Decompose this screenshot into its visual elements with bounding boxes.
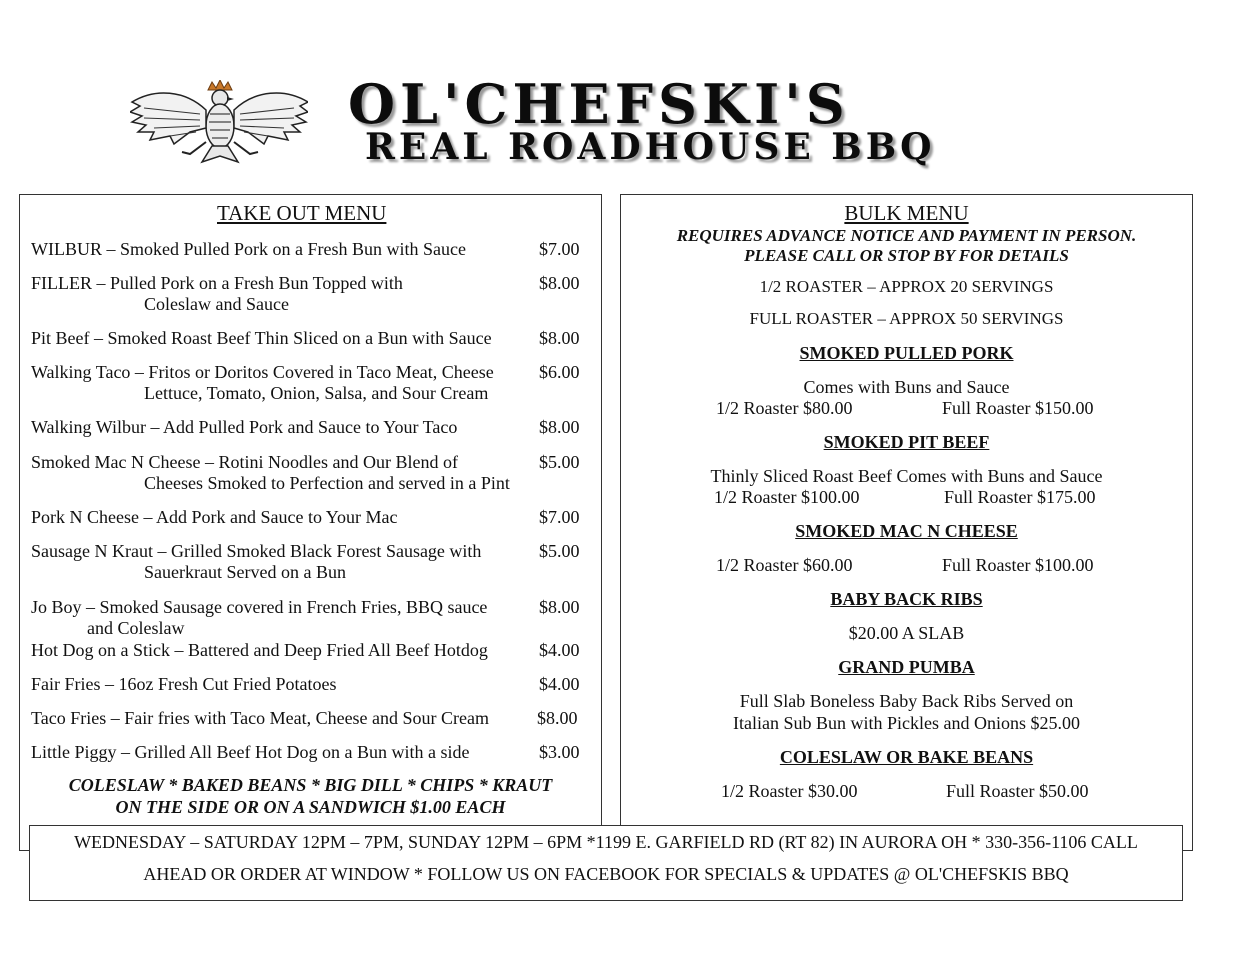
menu-item-desc-cont: Lettuce, Tomato, Onion, Salsa, and Sour Cream <box>144 383 489 403</box>
takeout-menu-panel <box>19 194 602 851</box>
section-heading-baby-back-ribs: BABY BACK RIBS <box>830 589 983 609</box>
section-heading-pit-beef: SMOKED PIT BEEF <box>823 432 990 452</box>
mac-full-price: Full Roaster $100.00 <box>942 555 1094 575</box>
menu-item-desc: Fair Fries – 16oz Fresh Cut Fried Potatoes <box>31 674 337 694</box>
bulk-notice-line1: REQUIRES ADVANCE NOTICE AND PAYMENT IN PERSON. <box>676 226 1137 245</box>
menu-item-wilbur <box>31 239 466 260</box>
footer-info-box <box>29 825 1183 901</box>
menu-item-desc: Walking Taco – Fritos or Doritos Covered in Taco Meat, Cheese <box>31 362 494 382</box>
menu-item-smoked-mac <box>31 452 510 494</box>
menu-item-jo-boy <box>31 597 487 639</box>
menu-item-desc: Smoked Mac N Cheese – Rotini Noodles and Our Blend of <box>31 452 458 472</box>
menu-item-desc: Little Piggy – Grilled All Beef Hot Dog on a Bun with a side <box>31 742 470 762</box>
menu-item-desc: Jo Boy – Smoked Sausage covered in French Fries, BBQ sauce <box>31 597 488 617</box>
grand-pumba-desc-line1: Full Slab Boneless Baby Back Ribs Served on <box>739 691 1074 711</box>
section-heading-grand-pumba: GRAND PUMBA <box>838 657 975 677</box>
coleslaw-full-price: Full Roaster $50.00 <box>946 781 1089 801</box>
menu-item-sausage-n-kraut <box>31 541 481 583</box>
menu-item-little-piggy <box>31 742 469 763</box>
menu-item-desc: Pit Beef – Smoked Roast Beef Thin Sliced on a Bun with Sauce <box>31 328 492 348</box>
menu-item-hot-dog-stick <box>31 640 488 661</box>
hours-address-line: WEDNESDAY – SATURDAY 12PM – 7PM, SUNDAY 12PM – 6PM *1199 E. GARFIELD RD (RT 82) IN AURORA OH * 330-356-1106 CALL <box>74 832 1138 852</box>
menu-item-price: $5.00 <box>539 541 580 561</box>
bulk-menu-panel <box>620 194 1193 851</box>
menu-item-desc-cont: Coleslaw and Sauce <box>144 294 289 314</box>
menu-item-price: $6.00 <box>539 362 580 382</box>
menu-item-desc: WILBUR – Smoked Pulled Pork on a Fresh Bun with Sauce <box>31 239 466 259</box>
brand-name: OL'CHEFSKI'S <box>348 72 850 136</box>
ribs-price: $20.00 A SLAB <box>848 623 965 643</box>
menu-item-desc: FILLER – Pulled Pork on a Fresh Bun Topped with <box>31 273 403 293</box>
menu-item-walking-taco <box>31 362 494 404</box>
pulled-pork-full-price: Full Roaster $150.00 <box>942 398 1094 418</box>
grand-pumba-desc-line2: Italian Sub Bun with Pickles and Onions $25.00 <box>733 713 1080 733</box>
menu-item-desc: Sausage N Kraut – Grilled Smoked Black Forest Sausage with <box>31 541 482 561</box>
menu-item-pit-beef <box>31 328 492 349</box>
bulk-menu-title: BULK MENU <box>844 201 969 225</box>
section-heading-pulled-pork: SMOKED PULLED PORK <box>799 343 1014 363</box>
menu-item-price: $4.00 <box>539 640 580 660</box>
pulled-pork-desc: Comes with Buns and Sauce <box>803 377 1010 397</box>
pit-beef-half-price: 1/2 Roaster $100.00 <box>714 487 860 507</box>
section-heading-coleslaw-beans: COLESLAW OR BAKE BEANS <box>779 747 1034 767</box>
menu-item-desc: Walking Wilbur – Add Pulled Pork and Sauce to Your Taco <box>31 417 458 437</box>
menu-item-filler <box>31 273 403 315</box>
pit-beef-desc: Thinly Sliced Roast Beef Comes with Buns and Sauce <box>710 466 1103 486</box>
brand-tagline: REAL ROADHOUSE BBQ <box>365 126 936 168</box>
menu-item-fair-fries <box>31 674 336 695</box>
pulled-pork-half-price: 1/2 Roaster $80.00 <box>716 398 853 418</box>
menu-item-desc-cont: and Coleslaw <box>87 618 185 638</box>
eagle-logo-icon <box>130 80 308 166</box>
menu-item-pork-n-cheese <box>31 507 397 528</box>
section-heading-mac-n-cheese: SMOKED MAC N CHEESE <box>795 521 1018 541</box>
header <box>130 72 1050 173</box>
menu-item-price: $8.00 <box>539 273 580 293</box>
pit-beef-full-price: Full Roaster $175.00 <box>944 487 1096 507</box>
full-roaster-info: FULL ROASTER – APPROX 50 SERVINGS <box>749 309 1064 328</box>
sides-note-line2: ON THE SIDE OR ON A SANDWICH $1.00 EACH <box>115 797 506 817</box>
menu-item-price: $8.00 <box>539 597 580 617</box>
menu-item-desc: Hot Dog on a Stick – Battered and Deep Fried All Beef Hotdog <box>31 640 488 660</box>
menu-item-price: $7.00 <box>539 507 580 527</box>
mac-half-price: 1/2 Roaster $60.00 <box>716 555 853 575</box>
takeout-menu-title: TAKE OUT MENU <box>217 201 387 225</box>
menu-item-price: $7.00 <box>539 239 580 259</box>
menu-item-price: $8.00 <box>539 417 580 437</box>
menu-item-taco-fries <box>31 708 489 729</box>
menu-item-desc-cont: Sauerkraut Served on a Bun <box>144 562 346 582</box>
menu-item-price: $4.00 <box>539 674 580 694</box>
sides-note-line1: COLESLAW * BAKED BEANS * BIG DILL * CHIPS * KRAUT <box>68 775 553 795</box>
order-facebook-line: AHEAD OR ORDER AT WINDOW * FOLLOW US ON FACEBOOK FOR SPECIALS & UPDATES @ OL'CHEFSKIS BBQ <box>143 864 1069 884</box>
bulk-notice-line2: PLEASE CALL OR STOP BY FOR DETAILS <box>744 246 1069 265</box>
menu-item-price: $5.00 <box>539 452 580 472</box>
menu-item-desc: Taco Fries – Fair fries with Taco Meat, Cheese and Sour Cream <box>31 708 490 728</box>
coleslaw-half-price: 1/2 Roaster $30.00 <box>721 781 858 801</box>
menu-item-desc: Pork N Cheese – Add Pork and Sauce to Your Mac <box>31 507 398 527</box>
menu-item-price: $3.00 <box>539 742 580 762</box>
menu-item-price: $8.00 <box>539 328 580 348</box>
half-roaster-info: 1/2 ROASTER – APPROX 20 SERVINGS <box>759 277 1054 296</box>
menu-item-price: $8.00 <box>537 708 578 728</box>
menu-item-walking-wilbur <box>31 417 457 438</box>
menu-item-desc-cont: Cheeses Smoked to Perfection and served in a Pint <box>144 473 510 493</box>
